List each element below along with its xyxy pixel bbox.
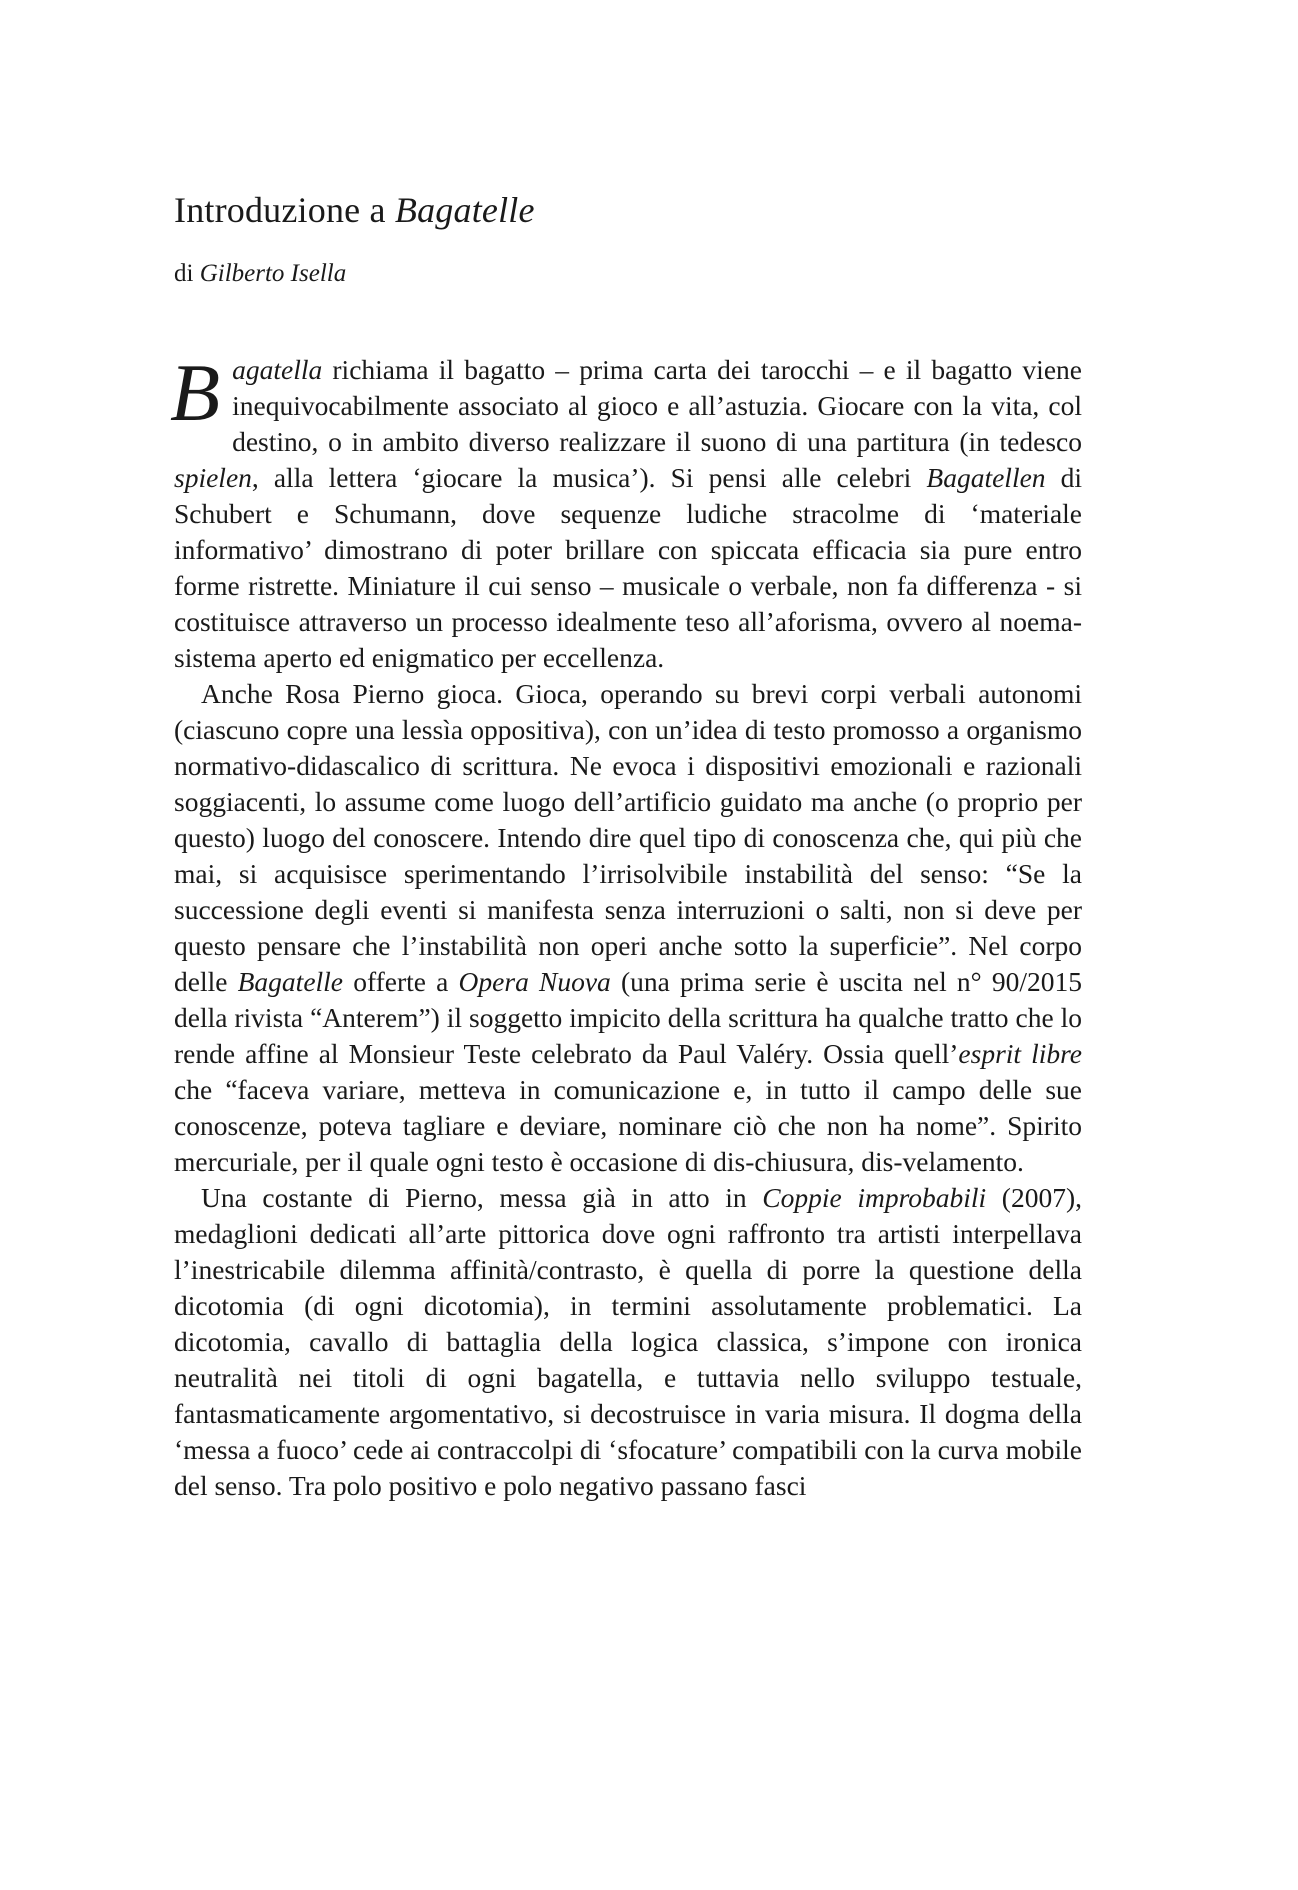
- article-body: [170, 347, 1083, 1504]
- italic-text-segment: esprit libre: [958, 1038, 1082, 1069]
- italic-text-segment: Opera Nuova: [458, 966, 611, 997]
- byline: [174, 258, 1082, 290]
- text-segment: offerte a: [343, 966, 459, 997]
- text-segment: che “faceva variare, metteva in comunicazione e, in tutto il campo delle sue conoscenze, poteva tagliare e deviare, nominare ciò che non ha nome”. Spirito mercuriale, per il quale ogni testo è occasione di dis-chiusura, dis-velamento.: [174, 1074, 1082, 1177]
- drop-cap: B: [170, 347, 221, 438]
- title-prefix: Introduzione a: [174, 190, 395, 230]
- text-segment: Anche Rosa Pierno gioca. Gioca, operando su brevi corpi verbali autonomi (ciascuno copre una lessìa oppositiva), con un’idea di testo promosso a organismo normativo-didascalico di scrittura. Ne evoca i dispositivi emozionali e razionali soggiacenti, lo assume come luogo dell’artificio guidato ma anche (o proprio per questo) luogo del conoscere. Intendo dire quel tipo di conoscenza che, qui più che mai, si acquisisce sperimentando l’irrisolvibile instabilità del senso: “Se la successione degli eventi si manifesta senza interruzioni o salti, non si deve per questo pensare che l’instabilità non operi anche sotto la superficie”. Nel corpo delle: [174, 678, 1082, 997]
- byline-prefix: di: [174, 260, 200, 287]
- italic-text-segment: Bagatelle: [237, 966, 344, 997]
- byline-author: Gilberto Isella: [199, 260, 347, 287]
- page-title: [174, 188, 1082, 232]
- paragraph: [170, 347, 1083, 676]
- title-italic: Bagatelle: [394, 190, 535, 230]
- italic-text-segment: Coppie improbabili: [762, 1182, 987, 1213]
- text-segment: (2007), medaglioni dedicati all’arte pittorica dove ogni raffronto tra artisti interpellava l’inestricabile dilemma affinità/contrasto, è quella di porre la questione della dicotomia (di ogni dicotomia), in termini assolutamente problematici. La dicotomia, cavallo di battaglia della logica classica, s’impone con ironica neutralità nei titoli di ogni bagatella, e tuttavia nello sviluppo testuale, fantasmaticamente argomentativo, si decostruisce in varia misura. Il dogma della ‘messa a fuoco’ cede ai contraccolpi di ‘sfocature’ compatibili con la curva mobile del senso. Tra polo positivo e polo negativo passano fasci: [174, 1182, 1082, 1501]
- text-segment: , alla lettera ‘giocare la musica’). Si pensi alle celebri: [251, 462, 927, 493]
- paragraph: [174, 1180, 1082, 1504]
- text-segment: Una costante di Pierno, messa già in atto in: [201, 1182, 763, 1213]
- text-segment: di Schubert e Schumann, dove sequenze ludiche stracolme di ‘materiale informativo’ dimostrano di poter brillare con spiccata efficacia sia pure entro forme ristrette. Miniature il cui senso – musicale o verbale, non fa differenza - si costituisce attraverso un processo idealmente teso all’aforisma, ovvero al noema-sistema aperto ed enigmatico per eccellenza.: [174, 462, 1083, 673]
- text-segment: (una prima serie è uscita nel n° 90/2015 della rivista “Anterem”) il soggetto impicito della scrittura ha qualche tratto che lo rende affine al Monsieur Teste celebrato da Paul Valéry. Ossia quell’: [174, 966, 1082, 1069]
- document-page: [170, 188, 1083, 1504]
- italic-text-segment: Bagatellen: [926, 462, 1046, 493]
- italic-text-segment: spielen: [174, 462, 252, 493]
- italic-text-segment: agatella: [232, 354, 323, 385]
- text-segment: richiama il bagatto – prima carta dei tarocchi – e il bagatto viene inequivocabilmente associato al gioco e all’astuzia. Giocare con la vita, col destino, o in ambito diverso realizzare il suono di una partitura (in tedesco: [232, 354, 1082, 457]
- paragraph: [174, 676, 1082, 1180]
